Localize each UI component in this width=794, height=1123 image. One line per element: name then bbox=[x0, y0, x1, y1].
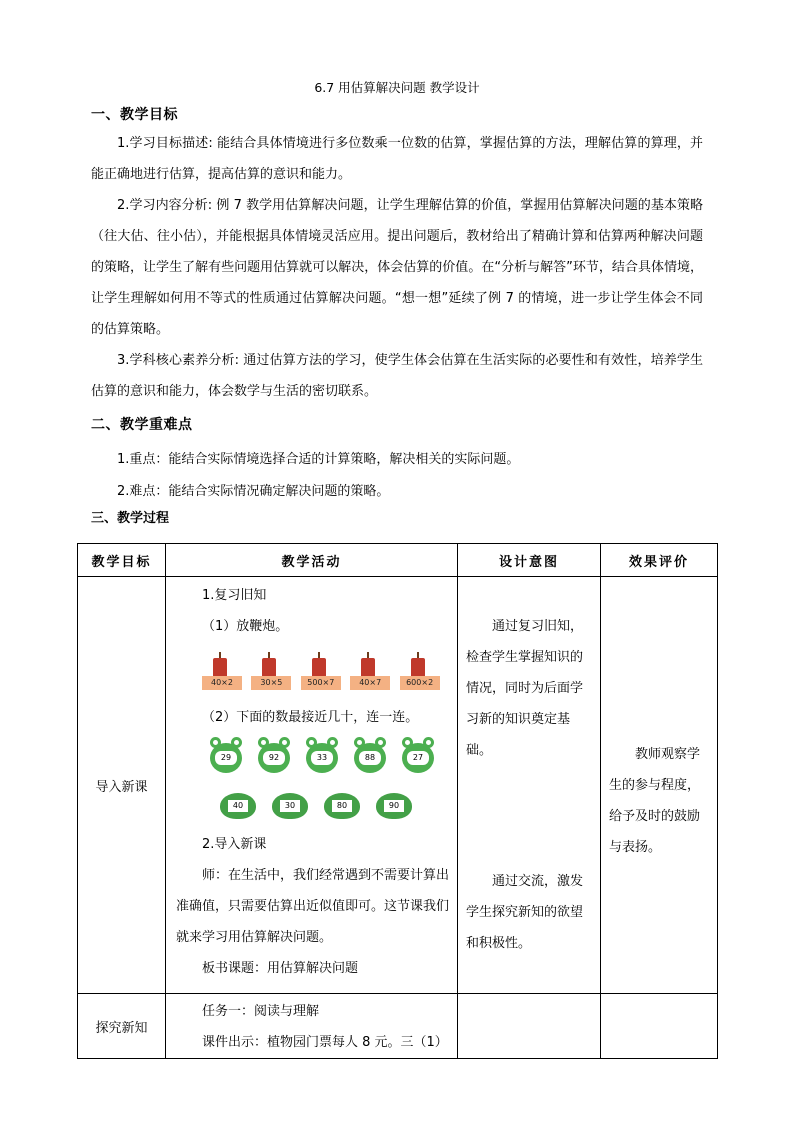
intent-cell-explore bbox=[458, 994, 601, 1059]
teaching-process-table bbox=[77, 543, 718, 1059]
frog-icon: 29 bbox=[202, 737, 250, 781]
lily-pad-icon: 30 bbox=[272, 793, 310, 821]
evaluation-text: 教师观察学生的参与程度，给予及时的鼓励与表扬。 bbox=[609, 747, 701, 855]
firecracker: 600×2 bbox=[400, 652, 449, 696]
activity-review: 1.复习旧知 bbox=[202, 588, 267, 603]
frog-icon: 92 bbox=[250, 737, 298, 781]
table-header-activity: 教学活动 bbox=[166, 544, 458, 577]
objective-paragraph-3: 3.学科核心素养分析: 通过估算方法的学习，使学生体会估算在生活实际的必要性和有效性，培养学生估算的意识和能力，体会数学与生活的密切联系。 bbox=[91, 353, 703, 399]
frog-row bbox=[202, 735, 449, 781]
section-heading-process: 三、教学过程 bbox=[91, 511, 170, 526]
activity-intro-lesson: 2.导入新课 bbox=[202, 837, 267, 852]
objective-paragraph-1: 1.学习目标描述: 能结合具体情境进行多位数乘一位数的估算，掌握估算的方法，理解估算的算理，并能正确地进行估算，提高估算的意识和能力。 bbox=[91, 136, 703, 182]
activity-board-title: 板书课题：用估算解决问题 bbox=[202, 961, 359, 976]
firecracker: 40×2 bbox=[202, 652, 251, 696]
frog-icon: 27 bbox=[394, 737, 442, 781]
intent-review: 通过复习旧知，检查学生掌握知识的情况，同时为后面学习新的知识奠定基础。 bbox=[466, 619, 584, 758]
lily-pad-icon: 80 bbox=[324, 793, 362, 821]
intent-cell-intro bbox=[458, 577, 601, 994]
firecracker: 40×7 bbox=[350, 652, 399, 696]
frog-icon: 88 bbox=[346, 737, 394, 781]
stage-intro: 导入新课 bbox=[78, 577, 166, 994]
table-header-intent: 设计意图 bbox=[458, 544, 601, 577]
document-title: 6.7 用估算解决问题 教学设计 bbox=[314, 80, 480, 95]
firecracker: 500×7 bbox=[301, 652, 350, 696]
evaluation-cell-intro bbox=[601, 577, 718, 994]
key-point: 1.重点：能结合实际情境选择合适的计算策略，解决相关的实际问题。 bbox=[117, 452, 520, 467]
table-header-objective: 教学目标 bbox=[78, 544, 166, 577]
section-heading-key-points: 二、教学重难点 bbox=[91, 417, 193, 433]
table-header-evaluation: 效果评价 bbox=[601, 544, 718, 577]
activity-teacher-remark: 师：在生活中，我们经常遇到不需要计算出准确值，只需要估算出近似值即可。这节课我们就来学习用估算解决问题。 bbox=[176, 868, 450, 945]
activity-cell-intro bbox=[166, 577, 458, 994]
stage-explore: 探究新知 bbox=[78, 994, 166, 1059]
difficult-point: 2.难点：能结合实际情况确定解决问题的策略。 bbox=[117, 484, 390, 499]
lily-pad-icon: 40 bbox=[220, 793, 258, 821]
activity-firecrackers: （1）放鞭炮。 bbox=[202, 619, 289, 634]
firecracker-row bbox=[202, 646, 449, 696]
activity-nearest-tens: （2）下面的数最接近几十，连一连。 bbox=[202, 710, 419, 725]
intent-motivation: 通过交流，激发学生探究新知的欲望和积极性。 bbox=[466, 874, 584, 951]
frog-icon: 33 bbox=[298, 737, 346, 781]
lily-pad-row bbox=[202, 791, 449, 821]
objective-paragraph-2: 2.学习内容分析: 例 7 教学用估算解决问题，让学生理解估算的价值，掌握用估算解决问题的基本策略（往大估、往小估），并能根据具体情境灵活应用。提出问题后，教材给出了精确计算和估算两种解决问题的策略，让学生了解有些问题用估算就可以解决，体会估算的价值。在“分析与解答”环节，结合具体情境，让学生理解如何用不等式的性质通过估算解决问题。“想一想”延续了例 7 的情境，进一步让学生体会不同的估算策略。 bbox=[91, 198, 703, 337]
activity-courseware: 课件出示：植物园门票每人 8 元。三（1） bbox=[202, 1035, 448, 1050]
activity-cell-explore bbox=[166, 994, 458, 1059]
evaluation-cell-explore bbox=[601, 994, 718, 1059]
activity-task-one: 任务一：阅读与理解 bbox=[202, 1004, 320, 1019]
firecracker: 30×5 bbox=[251, 652, 300, 696]
lily-pad-icon: 90 bbox=[376, 793, 414, 821]
section-heading-objectives: 一、教学目标 bbox=[91, 107, 178, 123]
